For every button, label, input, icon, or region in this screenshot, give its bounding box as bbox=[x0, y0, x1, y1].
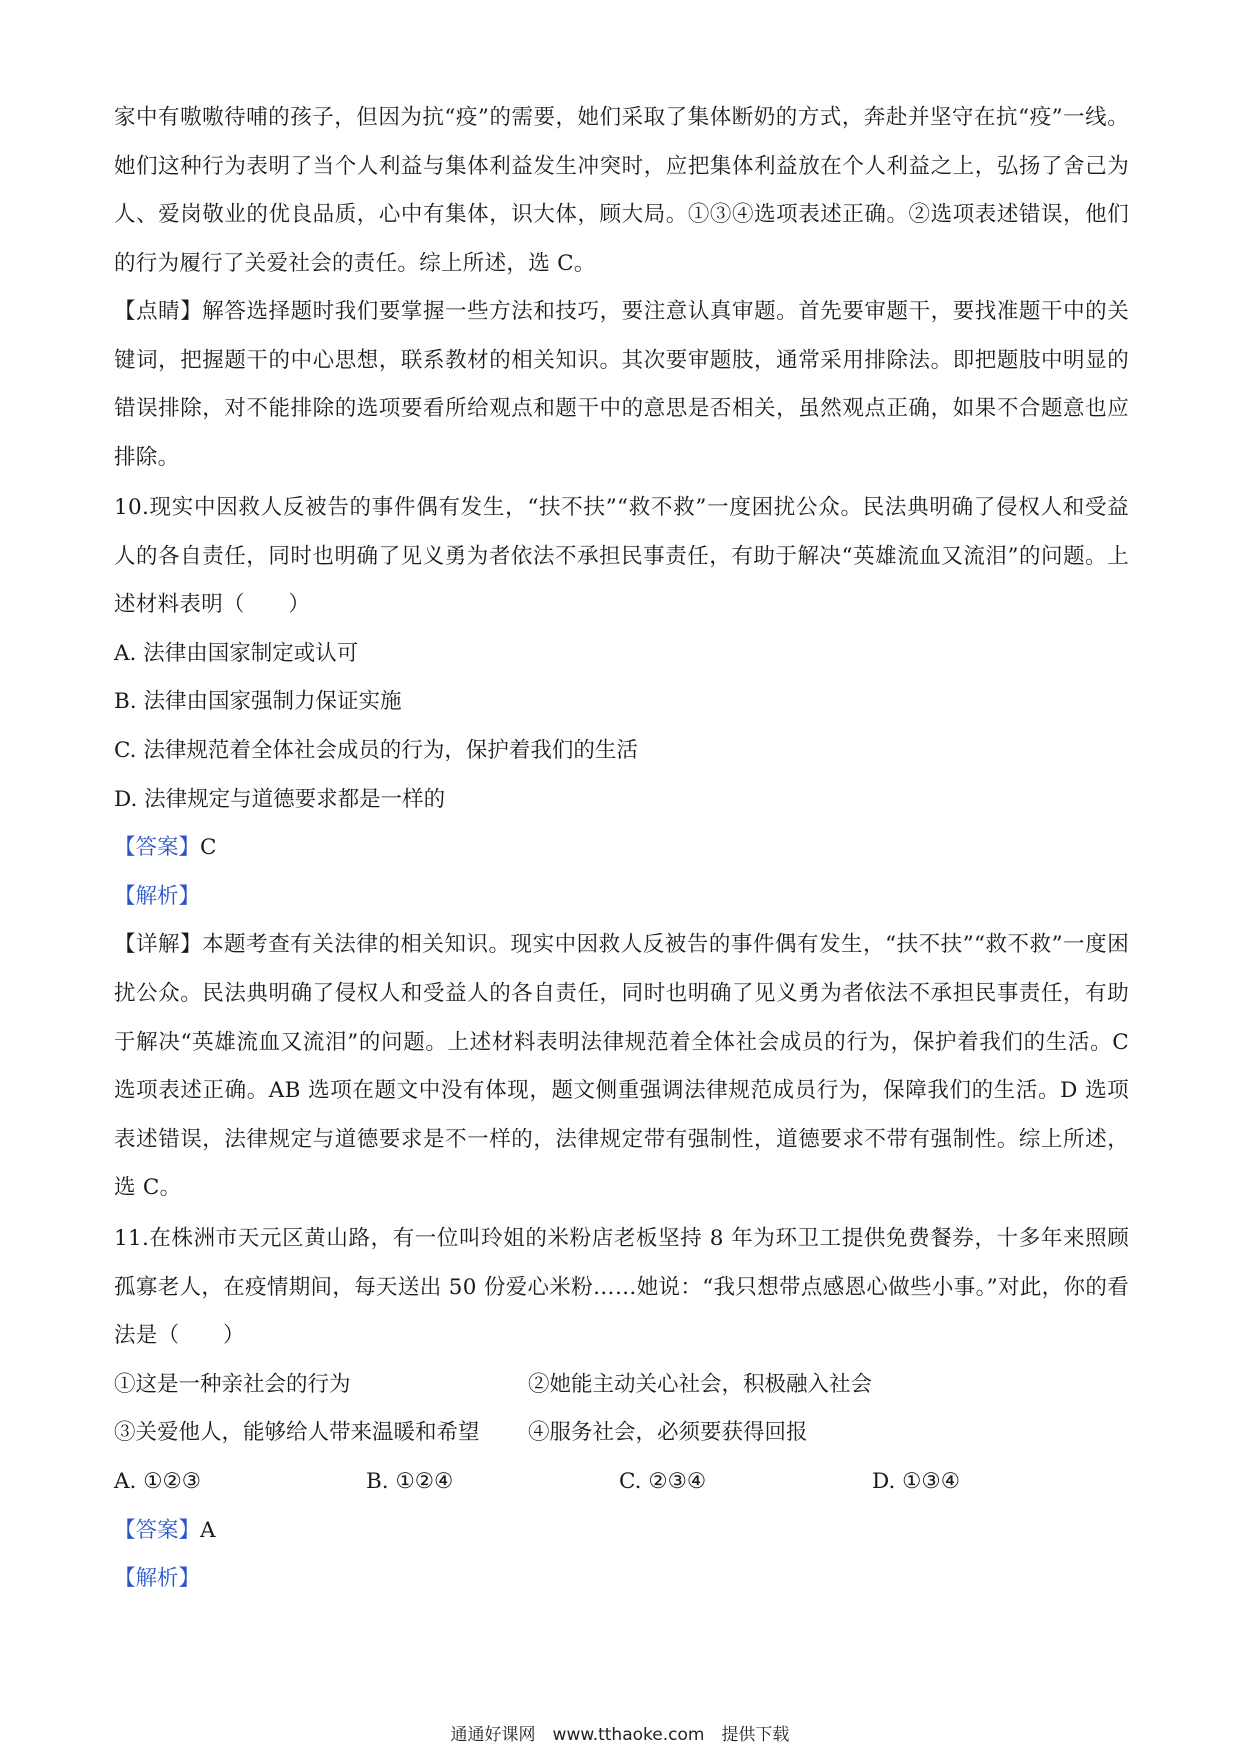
q11-analysis-tag: 【解析】 bbox=[114, 1566, 201, 1592]
q10-option-d: D. 法律规定与道德要求都是一样的 bbox=[114, 786, 446, 812]
tip-tag: 【点睛】 bbox=[114, 299, 203, 324]
tip-section bbox=[114, 288, 1129, 482]
page-footer: 通通好课网 www.tthaoke.com 提供下载 bbox=[450, 1725, 790, 1745]
q11-items-row-2 bbox=[114, 1409, 1129, 1458]
q11-option-a: A. ①②③ bbox=[114, 1468, 202, 1494]
intro-paragraph: 家中有嗷嗷待哺的孩子，但因为抗“疫”的需要，她们采取了集体断奶的方式，奔赴并坚守在抗“疫”一线。她们这种行为表明了当个人利益与集体利益发生冲突时，应把集体利益放在个人利益之上，弘扬了舍己为人、爱岗敬业的优良品质，心中有集体，识大体，顾大局。①③④选项表述正确。②选项表述错误，他们的行为履行了关爱社会的责任。综上所述，选 C。 bbox=[114, 105, 1129, 276]
q11-items-row-1 bbox=[114, 1361, 1129, 1410]
q10-answer-value: C bbox=[200, 835, 217, 861]
q11-item-1: ①这是一种亲社会的行为 bbox=[114, 1371, 351, 1397]
q11-options-row bbox=[114, 1458, 1129, 1507]
question-11 bbox=[114, 1215, 1129, 1604]
q10-option-b: B. 法律由国家强制力保证实施 bbox=[114, 689, 402, 715]
q10-answer bbox=[114, 824, 1129, 873]
q11-option-b: B. ①②④ bbox=[366, 1468, 454, 1494]
q10-detail bbox=[114, 921, 1129, 1213]
q10-option-a: A. 法律由国家制定或认可 bbox=[114, 640, 359, 666]
q11-item-2: ②她能主动关心社会，积极融入社会 bbox=[528, 1371, 873, 1397]
q11-answer bbox=[114, 1507, 1129, 1556]
tip-text: 解答选择题时我们要掌握一些方法和技巧，要注意认真审题。首先要审题干，要找准题干中的关键词，把握题干的中心思想，联系教材的相关知识。其次要审题肢，通常采用排除法。即把题肢中明显的错误排除，对不能排除的选项要看所给观点和题干中的意思是否相关，虽然观点正确，如果不合题意也应排除。 bbox=[114, 299, 1130, 470]
q11-item-4: ④服务社会，必须要获得回报 bbox=[528, 1420, 808, 1446]
q10-analysis bbox=[114, 873, 1129, 922]
q10-option-c: C. 法律规范着全体社会成员的行为，保护着我们的生活 bbox=[114, 737, 638, 763]
q10-stem: 10.现实中因救人反被告的事件偶有发生，“扶不扶”“救不救”一度困扰公众。民法典明确了侵权人和受益人的各自责任，同时也明确了见义勇为者依法不承担民事责任，有助于解决“英雄流血又流泪”的问题。上述材料表明（ ） bbox=[114, 495, 1129, 618]
q11-option-c: C. ②③④ bbox=[619, 1468, 707, 1494]
question-10 bbox=[114, 484, 1129, 1213]
q11-option-d: D. ①③④ bbox=[872, 1468, 960, 1494]
q10-analysis-tag: 【解析】 bbox=[114, 883, 201, 909]
q11-analysis bbox=[114, 1555, 1129, 1604]
q10-answer-tag: 【答案】 bbox=[114, 835, 201, 861]
q11-answer-tag: 【答案】 bbox=[114, 1517, 201, 1543]
q11-item-3: ③关爱他人，能够给人带来温暖和希望 bbox=[114, 1420, 480, 1446]
q10-detail-tag: 【详解】 bbox=[114, 932, 203, 958]
q10-detail-text: 本题考查有关法律的相关知识。现实中因救人反被告的事件偶有发生，“扶不扶”“救不救”一度困扰公众。民法典明确了侵权人和受益人的各自责任，同时也明确了见义勇为者依法不承担民事责任，有助于解决“英雄流血又流泪”的问题。上述材料表明法律规范着全体社会成员的行为，保护着我们的生活。C 选项表述正确。AB 选项在题文中没有体现，题文侧重强调法律规范成员行为，保障我们的生活。D 选项表述错误，法律规定与道德要求是不一样的，法律规定带有强制性，道德要求不带有强制性。综上所述，选 C。 bbox=[114, 932, 1129, 1201]
intro-section bbox=[114, 94, 1129, 288]
q11-stem: 11.在株洲市天元区黄山路，有一位叫玲姐的米粉店老板坚持 8 年为环卫工提供免费餐券，十多年来照顾孤寡老人，在疫情期间，每天送出 50 份爱心米粉……她说：“我只想带点感恩心做些小事。”对此，你的看法是（ ） bbox=[114, 1226, 1129, 1349]
q11-answer-value: A bbox=[200, 1517, 216, 1543]
tip-paragraph bbox=[114, 288, 1129, 482]
